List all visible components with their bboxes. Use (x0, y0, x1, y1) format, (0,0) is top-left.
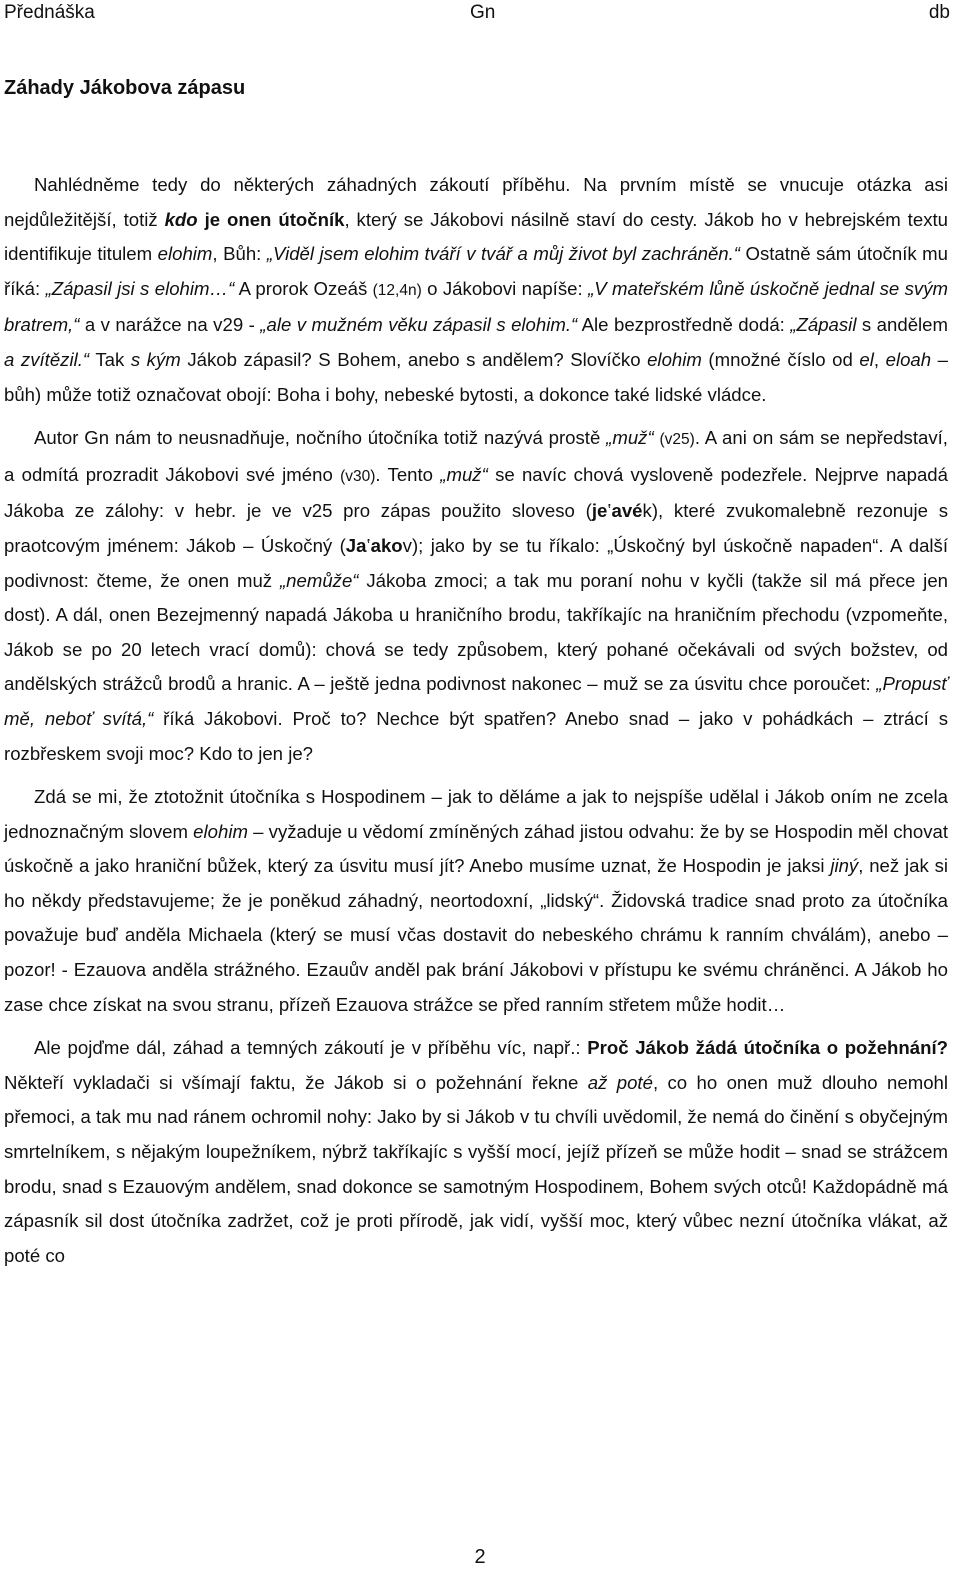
text-segment: „muž“ (606, 427, 654, 449)
text-segment: „Zápasil jsi s elohim…“ (45, 277, 235, 299)
text-segment: „V mateřském lůně úskočně jednal se svým bratrem,“ (4, 277, 949, 336)
text-segment: Někteří vykladači si všímají faktu, že Jákob si o požehnání řekne (4, 1071, 588, 1093)
text-segment: , Bůh: (212, 243, 267, 265)
text-segment: , který se Jákobovi násilně staví do cesty. Jákob ho v hebrejském textu identifikuje titulem (4, 208, 948, 265)
document-body (4, 168, 948, 1282)
text-segment: je onen útočník (204, 208, 345, 230)
text-segment: Ostatně sám útočník mu říká: (4, 243, 948, 299)
text-segment: „nemůže“ (279, 569, 359, 591)
text-segment: s kým (130, 348, 181, 370)
text-segment: elohim (647, 348, 702, 370)
text-segment: eloah (885, 348, 932, 370)
paragraph (4, 780, 948, 1022)
text-segment: Ja (345, 534, 367, 556)
text-segment: Zdá se mi, že ztotožnit útočníka s Hospodinem – jak to děláme a jak to nejspíše udělal i Jákob oním ne zcela jednoznačným slovem (4, 786, 948, 842)
text-segment: elohim (157, 243, 213, 265)
text-segment: , než jak si ho někdy představujeme; že je poněkud záhadný, neortodoxní, „lidský“. Židovská tradice snad proto za útočníka považuje buď anděla Michaela (který se musí včas dostavit do nebeského chrámu k ranním chválám), anebo – pozor! - Ezauova anděla strážného. Ezauův anděl pak brání Jákobovi v přístupu ke svému chráněnci. A Jákob ho zase chce získat na svou stranu, přízeň Ezauova strážce se před ranním střetem může hodit… (4, 855, 948, 1015)
text-segment: „muž“ (440, 463, 488, 485)
text-segment: Autor Gn nám to neusnadňuje, nočního útočníka totiž nazývá prostě (34, 427, 607, 449)
text-segment: k), které zvukomalebně rezonuje s praotcovým jménem: Jákob – Úskočný ( (4, 500, 948, 556)
text-segment: Nahlédněme tedy do některých záhadných zákoutí příběhu. Na prvním místě se vnucuje otázka asi nejdůležitější, totiž (4, 174, 948, 230)
text-segment: Proč Jákob žádá útočníka o požehnání? (587, 1037, 948, 1059)
text-segment: jiný (830, 855, 859, 877)
text-segment: A prorok Ozeáš (234, 277, 373, 299)
text-segment: „ale v mužném věku zápasil s elohim.“ (260, 314, 578, 336)
paragraph (4, 421, 948, 771)
document-title: Záhady Jákobova zápasu (4, 77, 246, 99)
text-segment: „Viděl jsem elohim tváří v tvář a můj život byl zachráněn.“ (266, 243, 740, 265)
text-segment: Jákob zápasil? S Bohem, anebo s andělem? Slovíčko (180, 348, 648, 370)
text-segment: o Jákobovi napíše: (421, 277, 589, 299)
header-right: db (928, 2, 950, 23)
text-segment: až poté (587, 1071, 653, 1093)
text-segment: v); jako by se tu říkalo: „Úskočný byl úskočně napaden“. A další podivnost: čteme, že onen muž (4, 534, 948, 591)
text-segment: kdo (164, 208, 198, 230)
paragraph (4, 1031, 948, 1273)
text-segment: , (873, 348, 886, 370)
text-segment: . Tento (375, 463, 441, 485)
page-number: 2 (474, 1546, 486, 1568)
text-segment: (v30) (340, 467, 376, 485)
text-segment: el (859, 348, 874, 370)
text-segment: ‛ (607, 500, 612, 522)
paragraph (4, 168, 948, 412)
text-segment: (12,4n) (372, 281, 422, 299)
page-header (4, 2, 950, 24)
text-segment: Tak (89, 348, 131, 370)
text-segment: ‛ (366, 534, 371, 556)
text-segment: „Propusť mě, neboť svítá,“ (4, 673, 948, 729)
text-segment: se navíc chová vysloveně podezřele. Nejprve napadá Jákoba ze zálohy: v hebr. je ve v25 pro zápas použito sloveso ( (4, 463, 948, 522)
text-segment (198, 209, 205, 230)
text-segment: ako (370, 534, 403, 556)
text-segment: a v narážce na v29 - (79, 314, 261, 336)
header-center: Gn (470, 2, 496, 23)
text-segment: Ale pojďme dál, záhad a temných zákoutí je v příběhu víc, např.: (34, 1037, 588, 1059)
text-segment: (v25) (659, 431, 695, 449)
header-left: Přednáška (4, 2, 95, 23)
text-segment: , co ho onen muž dlouho nemohl přemoci, a tak mu nad ránem ochromil nohy: Jako by si Jákob v tu chvíli uvědomil, že nemá do činění s obyčejným smrtelníkem, s nějakým loupežníkem, nýbrž takříkajíc s vyšší mocí, jejíž přízeň se může hodit – snad se strážcem brodu, snad s Ezauovým andělem, snad dokonce se samotným Hospodinem, Bohem svých otců! Každopádně má zápasník sil dost útočníka zadržet, což je proti přírodě, jak vidí, vyšší moc, který vůbec nezní útočníka vlákat, až poté co (4, 1071, 949, 1266)
text-segment: – vyžaduje u vědomí zmíněných záhad jistou odvahu: že by se Hospodin měl chovat úskočně a jako hraniční bůžek, který za úsvitu musí jít? Anebo musíme uznat, že Hospodin je jaksi (4, 820, 948, 877)
text-segment: s andělem (856, 314, 948, 336)
text-segment: . A ani on sám se nepředstaví, a odmítá prozradit Jákobovi své jméno (4, 427, 948, 485)
text-segment: elohim (193, 820, 248, 842)
text-segment: a zvítězil.“ (4, 348, 90, 370)
text-segment: avé (611, 500, 643, 522)
text-segment: je (591, 500, 608, 522)
text-segment: Jákoba zmoci; a tak mu poraní nohu v kyčli (takže sil má přece jen dost). A dál, onen Bezejmenný napadá Jákoba u hraničního brodu, takříkajíc na hraničním přechodu (vzpomeňte, Jákob se po 20 letech vrací domů): chová se tedy způsobem, který pohané očekávali od svých božstev, od andělských strážců brodů a hranic. A – ještě jedna podivnost nakonec – muž se za úsvitu chce poroučet: (4, 569, 948, 695)
text-segment: „Zápasil (790, 314, 857, 336)
text-segment: Ale bezprostředně dodá: (577, 314, 791, 336)
text-segment: – bůh) může totiž označovat obojí: Boha i bohy, nebeské bytosti, a dokonce také lidské vládce. (4, 348, 949, 405)
text-segment: (množné číslo od (701, 348, 860, 370)
text-segment: říká Jákobovi. Proč to? Nechce být spatřen? Anebo snad – jako v pohádkách – ztrácí s rozbřeskem svoji moc? Kdo to jen je? (4, 707, 948, 764)
